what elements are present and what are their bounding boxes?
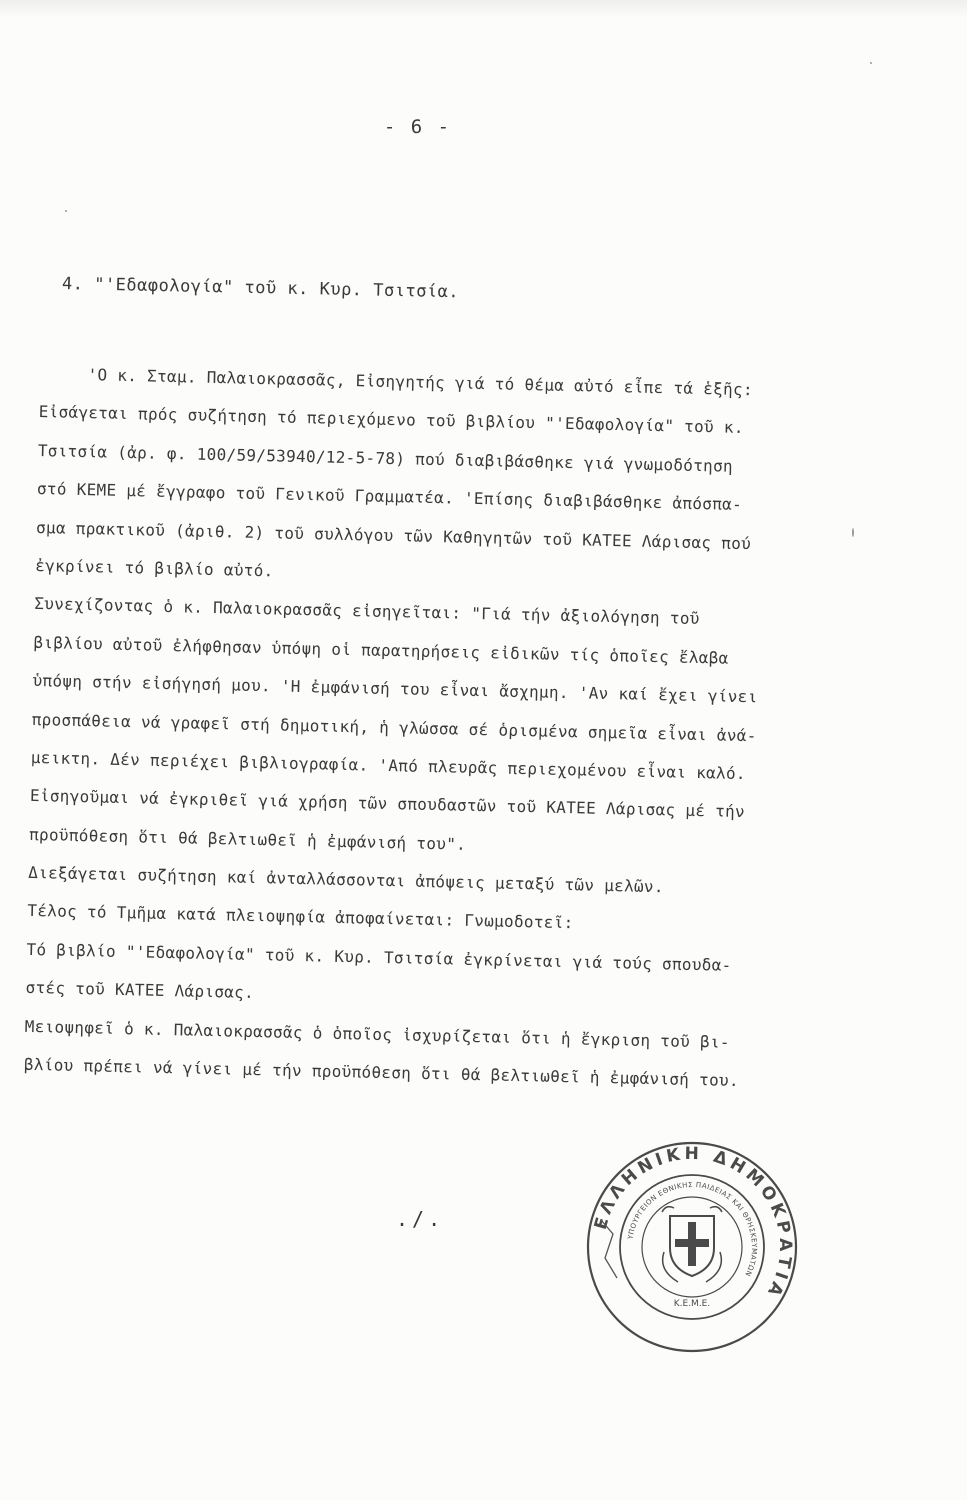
paragraph-line: στές τοῦ ΚΑΤΕΕ Λάρισας. <box>25 978 255 1003</box>
paragraph-line: σμα πρακτικοῦ (ἀριθ. 2) τοῦ συλλόγου τῶν Καθηγητῶν τοῦ ΚΑΤΕΕ Λάρισας πού <box>35 517 752 553</box>
paragraph-line: Τό βιβλίο "'Εδαφολογία" τοῦ κ. Κυρ. Τσιτσία ἐγκρίνεται γιά τούς σπουδα- <box>26 939 732 975</box>
scan-edge-shadow <box>0 0 967 18</box>
document-body <box>23 355 919 1104</box>
paragraph-line: Εἰσάγεται πρός συζήτηση τό περιεχόμενο τοῦ βιβλίου "'Εδαφολογία" τοῦ κ. <box>38 402 744 438</box>
paragraph-line: μεικτη. Δέν περιέχει βιβλιογραφία. 'Από πλευρᾶς περιεχομένου εἶναι καλό. <box>30 747 747 784</box>
paragraph-line: 'Ο κ. Σταμ. Παλαιοκρασσᾶς, Εἰσηγητής γιά τό θέμα αὐτό εἶπε τά ἑξῆς: <box>87 365 754 400</box>
paragraph-line: Τσιτσία (ἀρ. φ. 100/59/53940/12-5-78) πού διαβιβάσθηκε γιά γνωμοδότηση <box>37 440 734 476</box>
paragraph-line: βλίου πρέπει νά γίνει μέ τήν προϋπόθεση ὅτι θά βελτιωθεῖ ἡ ἐμφάνισή του. <box>23 1054 740 1091</box>
continuation-mark: ./. <box>396 1207 445 1231</box>
paragraph-line: Εἰσηγοῦμαι νά ἐγκριθεῖ γιά χρήση τῶν σπουδαστῶν τοῦ ΚΑΤΕΕ Λάρισας μέ τήν <box>29 786 746 822</box>
seal-outer-text: ΕΛΛΗΝΙΚΗ ΔΗΜΟΚΡΑΤΙΑ <box>590 1143 796 1303</box>
scan-speck <box>870 62 872 64</box>
scan-speck <box>65 210 67 212</box>
paragraph-line: προϋπόθεση ὅτι θά βελτιωθεῖ ἡ ἐμφάνισή του". <box>28 824 467 854</box>
page-number: - 6 - <box>383 116 452 138</box>
paragraph-line: προσπάθεια νά γραφεῖ στή δημοτική, ἡ γλώσσα σέ ὁρισμένα σημεῖα εἶναι ἀνά- <box>31 709 757 745</box>
seal-inner-text: ΥΠΟΥΡΓΕΙΟΝ ΕΘΝΙΚΗΣ ΠΑΙΔΕΙΑΣ ΚΑΙ ΘΡΗΣΚΕΥΜΑΤΩΝ <box>626 1180 759 1278</box>
paragraph-line: Μειοψηφεῖ ὁ κ. Παλαιοκρασσᾶς ὁ ὁποῖος ἰσχυρίζεται ὅτι ἡ ἔγκριση τοῦ βι- <box>24 1016 731 1052</box>
paragraph-line: ἐγκρίνει τό βιβλίο αὐτό. <box>35 555 274 581</box>
seal-graphic <box>583 1138 801 1356</box>
paragraph-line: Διεξάγεται συζήτηση καί ἀνταλλάσσονται ἀπόψεις μεταξύ τῶν μελῶν. <box>28 862 665 897</box>
seal-bottom-text: Κ.Ε.Μ.Ε. <box>673 1299 711 1309</box>
paragraph-line: ὑπόψη στήν εἰσήγησή μου. 'Η ἐμφάνισή του εἶναι ἄσχημη. 'Αν καί ἔχει γίνει <box>32 671 758 707</box>
official-seal <box>583 1138 801 1356</box>
paragraph-line: βιβλίου αὐτοῦ ἐλήφθησαν ὑπόψη οἱ παρατηρήσεις εἰδικῶν τίς ὁποῖες ἔλαβα <box>33 632 729 668</box>
paragraph-line: Τέλος τό Τμῆμα κατά πλειοψηφία ἀποφαίνεται: Γνωμοδοτεῖ: <box>27 901 574 933</box>
paragraph-line: Συνεχίζοντας ὁ κ. Παλαιοκρασσᾶς εἰσηγεῖται: "Γιά τήν ἀξιολόγηση τοῦ <box>34 594 700 629</box>
paragraph-line: στό ΚΕΜΕ μέ ἔγγραφο τοῦ Γενικοῦ Γραμματέα. 'Επίσης διαβιβάσθηκε ἀπόσπα- <box>36 479 743 515</box>
coat-of-arms <box>662 1207 722 1282</box>
scan-speck <box>852 528 854 537</box>
section-heading: 4. "'Εδαφολογία" τοῦ κ. Κυρ. Τσιτσία. <box>61 274 460 303</box>
